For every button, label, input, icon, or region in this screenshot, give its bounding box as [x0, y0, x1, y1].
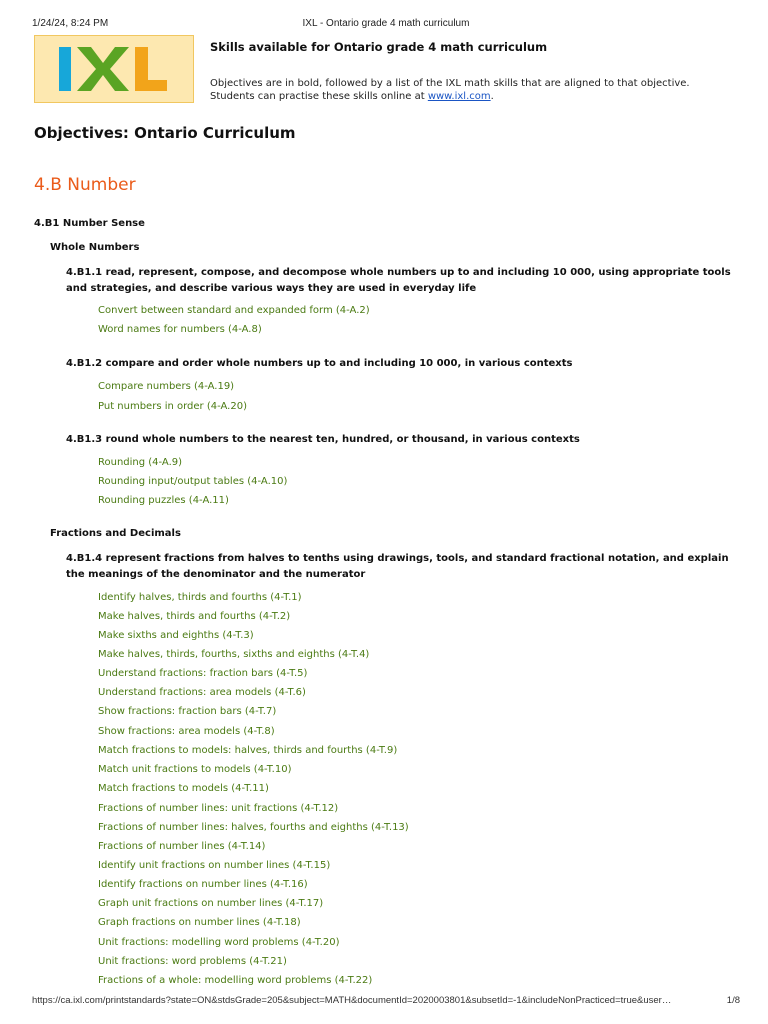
- skill-link[interactable]: Show fractions: fraction bars (4-T.7): [98, 706, 277, 717]
- sub-strand-heading: 4.B1 Number Sense: [34, 218, 145, 229]
- skill-link[interactable]: Put numbers in order (4-A.20): [98, 401, 247, 412]
- skill-link[interactable]: Show fractions: area models (4-T.8): [98, 726, 275, 737]
- header-title: Skills available for Ontario grade 4 math curriculum: [210, 40, 548, 54]
- skill-link[interactable]: Rounding input/output tables (4-A.10): [98, 476, 288, 487]
- skill-link[interactable]: Identify halves, thirds and fourths (4-T.1): [98, 592, 302, 603]
- ixl-logo: [34, 35, 194, 103]
- objective-4b1-4: 4.B1.4 represent fractions from halves to tenths using drawings, tools, and standard fractional notation, and explain the meanings of the denominator and the numerator: [66, 553, 729, 580]
- print-header: [32, 18, 740, 32]
- objective-4b1-3: 4.B1.3 round whole numbers to the nearest ten, hundred, or thousand, in various contexts: [66, 434, 580, 445]
- skill-link[interactable]: Graph unit fractions on number lines (4-T.17): [98, 898, 324, 909]
- skill-link[interactable]: Make halves, thirds and fourths (4-T.2): [98, 611, 291, 622]
- skill-link[interactable]: Match fractions to models (4-T.11): [98, 783, 269, 794]
- objectives-heading: Objectives: Ontario Curriculum: [34, 124, 296, 142]
- skill-link[interactable]: Rounding puzzles (4-A.11): [98, 495, 229, 506]
- skill-link[interactable]: Convert between standard and expanded form (4-A.2): [98, 305, 370, 316]
- group-heading-whole-numbers: Whole Numbers: [50, 242, 140, 253]
- skill-link[interactable]: Make sixths and eighths (4-T.3): [98, 630, 254, 641]
- skill-link[interactable]: Understand fractions: fraction bars (4-T.5): [98, 668, 308, 679]
- skill-link[interactable]: Unit fractions: modelling word problems (4-T.20): [98, 937, 340, 948]
- skill-link[interactable]: Graph fractions on number lines (4-T.18): [98, 917, 301, 928]
- group-heading-fractions-decimals: Fractions and Decimals: [50, 528, 181, 539]
- skill-link[interactable]: Make halves, thirds, fourths, sixths and eighths (4-T.4): [98, 649, 370, 660]
- ixl-link[interactable]: www.ixl.com: [427, 91, 491, 102]
- strand-heading: 4.B Number: [34, 175, 136, 195]
- objective-4b1-1: 4.B1.1 read, represent, compose, and decompose whole numbers up to and including 10 000, using appropriate tools and strategies, and describe various ways they are used in everyday life: [66, 267, 731, 294]
- header-desc-suffix: .: [490, 91, 494, 102]
- skill-link[interactable]: Word names for numbers (4-A.8): [98, 324, 262, 335]
- skill-link[interactable]: Match fractions to models: halves, thirds and fourths (4-T.9): [98, 745, 398, 756]
- objective-4b1-2: 4.B1.2 compare and order whole numbers up to and including 10 000, in various contexts: [66, 358, 573, 369]
- ixl-logo-mark: [35, 36, 193, 102]
- header-desc-line1: Objectives are in bold, followed by a list of the IXL math skills that are aligned to that objective.: [210, 78, 690, 89]
- skill-link[interactable]: Fractions of number lines (4-T.14): [98, 841, 266, 852]
- skill-link[interactable]: Fractions of number lines: unit fractions (4-T.12): [98, 803, 339, 814]
- skill-link[interactable]: Understand fractions: area models (4-T.6): [98, 687, 306, 698]
- page-number: 1/8: [726, 995, 740, 1006]
- header-desc-prefix: Students can practise these skills online at: [210, 91, 428, 102]
- footer-url: https://ca.ixl.com/printstandards?state=ON&stdsGrade=205&subject=MATH&documentId=2020003801&subsetId=-1&includeNonPracticed=true&user…: [32, 995, 672, 1006]
- skill-link[interactable]: Rounding (4-A.9): [98, 457, 183, 468]
- print-date: 1/24/24, 8:24 PM: [32, 18, 109, 29]
- print-doc-title: IXL - Ontario grade 4 math curriculum: [302, 18, 470, 29]
- header-text: [210, 40, 720, 103]
- skill-link[interactable]: Compare numbers (4-A.19): [98, 381, 235, 392]
- skill-link[interactable]: Fractions of a whole: modelling word problems (4-T.22): [98, 975, 373, 986]
- skill-link[interactable]: Identify unit fractions on number lines (4-T.15): [98, 860, 331, 871]
- skill-link[interactable]: Identify fractions on number lines (4-T.16): [98, 879, 308, 890]
- skill-link[interactable]: Match unit fractions to models (4-T.10): [98, 764, 292, 775]
- skill-link[interactable]: Fractions of number lines: halves, fourths and eighths (4-T.13): [98, 822, 409, 833]
- print-footer: [32, 995, 740, 1009]
- skill-link[interactable]: Unit fractions: word problems (4-T.21): [98, 956, 287, 967]
- header-description: [210, 77, 720, 103]
